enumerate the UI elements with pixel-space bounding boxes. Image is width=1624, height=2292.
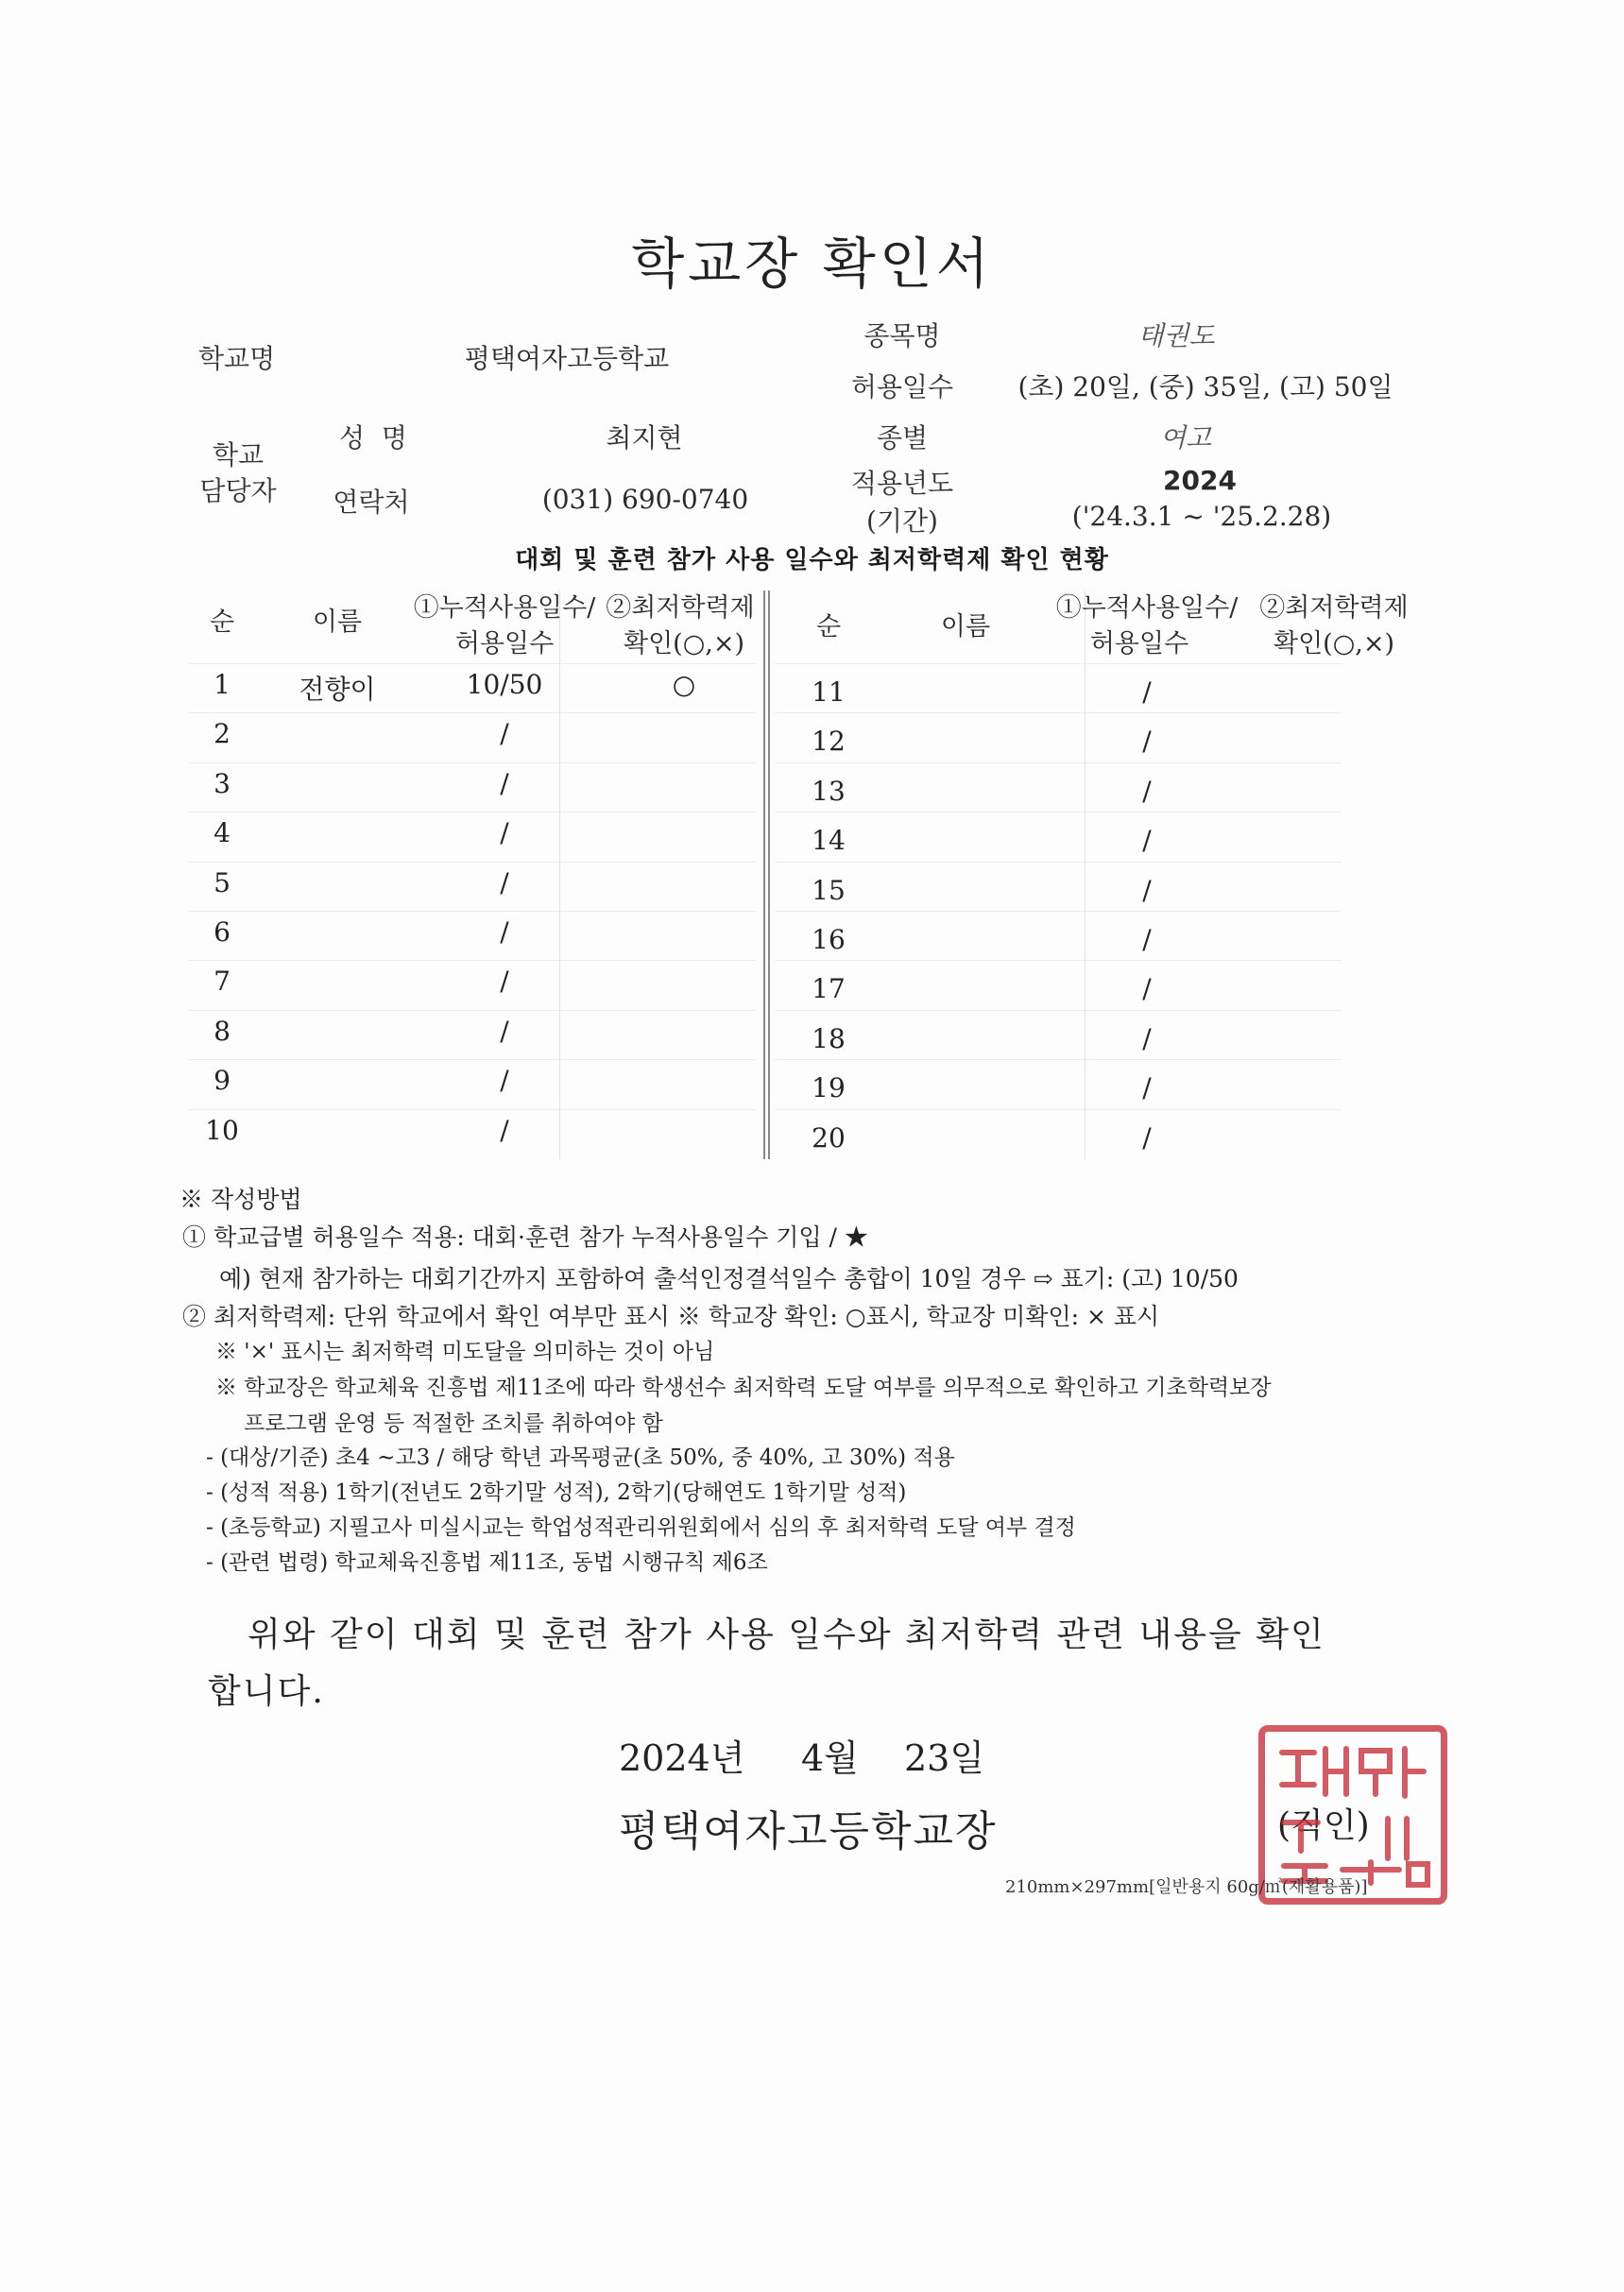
table-row-line: [189, 762, 756, 763]
table-cell-check: ○: [672, 669, 696, 700]
table-row-line: [189, 862, 756, 863]
header-name: 이름: [312, 607, 363, 637]
table-cell-no: 17: [812, 973, 846, 1005]
sport-value: 태권도: [1137, 320, 1215, 351]
table-row-line: [775, 1010, 1342, 1011]
category-label: 종별: [876, 422, 929, 453]
notes-header: ※ 작성방법: [179, 1186, 302, 1213]
table-cell-days: 10/50: [466, 669, 543, 700]
principal-title: 평택여자고등학교장: [619, 1807, 998, 1856]
header-check-1: ②최저학력제: [606, 593, 755, 623]
header-days-2: 허용일수: [1089, 629, 1189, 659]
header-check-1: ②최저학력제: [1259, 593, 1409, 623]
table-cell-no: 9: [214, 1065, 231, 1097]
table-cell-no: 20: [812, 1121, 846, 1154]
date-day: 23일: [904, 1737, 985, 1779]
table-cell-days: /: [1142, 825, 1152, 857]
table-row-line: [775, 1059, 1342, 1060]
table-row-line: [189, 712, 756, 713]
table-row-line: [775, 712, 1342, 713]
name-value: 최지현: [606, 422, 683, 453]
table-cell-no: 4: [214, 817, 231, 849]
table-cell-days: /: [500, 1015, 509, 1047]
header-no: 순: [815, 612, 842, 641]
category-value: 여고: [1159, 422, 1212, 453]
table-cell-no: 12: [812, 726, 846, 758]
table-row-line: [775, 1109, 1342, 1110]
days-label: 허용일수: [850, 371, 954, 402]
table-cell-no: 19: [812, 1072, 846, 1104]
year-value: 2024: [1163, 465, 1237, 496]
staff-label-line2: 담당자: [199, 475, 277, 506]
note-line: - (관련 법령) 학교체육진흥법 제11조, 동법 시행규칙 제6조: [206, 1550, 768, 1575]
table-cell-days: /: [500, 866, 509, 898]
table-center-divider: [763, 590, 770, 1159]
header-days-2: 허용일수: [454, 629, 555, 659]
table-cell-days: /: [500, 1114, 509, 1146]
table-cell-days: /: [1142, 726, 1152, 758]
table-cell-days: /: [500, 767, 509, 799]
note-line: ※ 학교장은 학교체육 진흥법 제11조에 따라 학생선수 최저학력 도달 여부를 의무적으로 확인하고 기초학력보장: [215, 1376, 1272, 1400]
table-cell-days: /: [500, 1065, 509, 1097]
table-row-line: [775, 663, 1342, 664]
table-cell-no: 5: [214, 866, 231, 898]
school-label: 학교명: [198, 343, 276, 374]
table-cell-days: /: [1142, 874, 1152, 906]
note-line: ① 학교급별 허용일수 적용: 대회·훈련 참가 누적사용일수 기입 / ★: [182, 1223, 868, 1251]
table-cell-no: 11: [812, 676, 846, 708]
table-cell-days: /: [1142, 1121, 1152, 1154]
date-month: 4월: [801, 1737, 859, 1779]
table-cell-no: 18: [812, 1022, 846, 1054]
table-cell-days: /: [500, 966, 509, 998]
table-row-line: [775, 762, 1342, 763]
header-days-1: ①누적사용일수/: [1055, 593, 1239, 623]
school-value: 평택여자고등학교: [464, 343, 670, 374]
table-row-line: [189, 1109, 756, 1110]
table-row-line: [189, 1059, 756, 1060]
period-value: ('24.3.1 ~ '25.2.28): [1071, 501, 1332, 532]
table-cell-no: 10: [205, 1114, 239, 1146]
name-label: 성 명: [339, 422, 407, 453]
header-check-2: 확인(○,×): [1274, 629, 1394, 659]
table-row-line: [189, 663, 756, 664]
table-row-line: [189, 1010, 756, 1011]
table-cell-no: 7: [214, 966, 231, 998]
note-line: ② 최저학력제: 단위 학교에서 확인 여부만 표시 ※ 학교장 확인: ○표시, 학교장 미확인: × 표시: [182, 1303, 1160, 1330]
table-row-line: [775, 960, 1342, 961]
note-line: 예) 현재 참가하는 대회기간까지 포함하여 출석인정결석일수 총합이 10일 경우 ⇨ 표기: (고) 10/50: [219, 1265, 1239, 1292]
date-year: 2024년: [619, 1737, 745, 1779]
note-line: - (초등학교) 지필고사 미실시교는 학업성적관리위원회에서 심의 후 최저학력 도달 여부 결정: [206, 1515, 1076, 1540]
note-line: ※ '×' 표시는 최저학력 미도달을 의미하는 것이 아님: [215, 1340, 715, 1364]
header-name: 이름: [940, 612, 991, 641]
table-cell-no: 2: [214, 718, 231, 750]
table-cell-days: /: [1142, 1072, 1152, 1104]
note-line: - (성적 적용) 1학기(전년도 2학기말 성적), 2학기(당해연도 1학기말 성적): [206, 1480, 907, 1505]
contact-label: 연락처: [333, 487, 410, 518]
table-cell-days: /: [500, 817, 509, 849]
table-cell-days: /: [1142, 1022, 1152, 1054]
days-value: (초) 20일, (중) 35일, (고) 50일: [1017, 371, 1393, 402]
period-label: (기간): [866, 505, 938, 537]
header-days-1: ①누적사용일수/: [413, 593, 596, 623]
table-row-line: [775, 911, 1342, 912]
table-cell-no: 8: [214, 1015, 231, 1047]
table-cell-no: 6: [214, 916, 231, 948]
year-label: 적용년도: [850, 468, 954, 499]
table-cell-days: /: [1142, 676, 1152, 708]
table-divider: [1085, 590, 1086, 1159]
table-cell-days: /: [1142, 924, 1152, 955]
seal-placeholder: (직인): [1277, 1806, 1370, 1845]
table-cell-no: 1: [214, 669, 231, 700]
table-cell-no: 14: [812, 825, 846, 857]
table-row-line: [189, 960, 756, 961]
table-cell-no: 15: [812, 874, 846, 906]
roster-heading: 대회 및 훈련 참가 사용 일수와 최저학력제 확인 현황: [515, 546, 1109, 574]
table-row-line: [189, 911, 756, 912]
table-cell-days: /: [500, 718, 509, 750]
header-check-2: 확인(○,×): [624, 629, 744, 659]
note-line: - (대상/기준) 초4 ~고3 / 해당 학년 과목평균(초 50%, 중 40%, 고 30%) 적용: [206, 1445, 955, 1470]
paper-spec-footer: 210mm×297mm[일반용지 60g/㎡(재활용품)]: [1005, 1877, 1368, 1897]
table-row-line: [775, 862, 1342, 863]
table-cell-no: 13: [812, 775, 846, 807]
table-cell-no: 3: [214, 767, 231, 799]
table-cell-no: 16: [812, 924, 846, 955]
table-cell-days: /: [1142, 775, 1152, 807]
header-no: 순: [209, 607, 235, 637]
note-line: 프로그램 운영 등 적절한 조치를 취하여야 함: [244, 1411, 663, 1436]
closing-statement-end: 합니다.: [208, 1672, 325, 1711]
sport-label: 종목명: [863, 320, 941, 351]
table-divider: [559, 590, 560, 1159]
document-title: 학교장 확인서: [631, 231, 993, 296]
contact-value: (031) 690-0740: [541, 484, 749, 515]
table-cell-days: /: [500, 916, 509, 948]
table-cell-days: /: [1142, 973, 1152, 1005]
staff-label-line1: 학교: [212, 439, 265, 470]
table-cell-name: 전향이: [299, 674, 376, 705]
closing-statement: 위와 같이 대회 및 훈련 참가 사용 일수와 최저학력 관련 내용을 확인: [248, 1616, 1325, 1654]
